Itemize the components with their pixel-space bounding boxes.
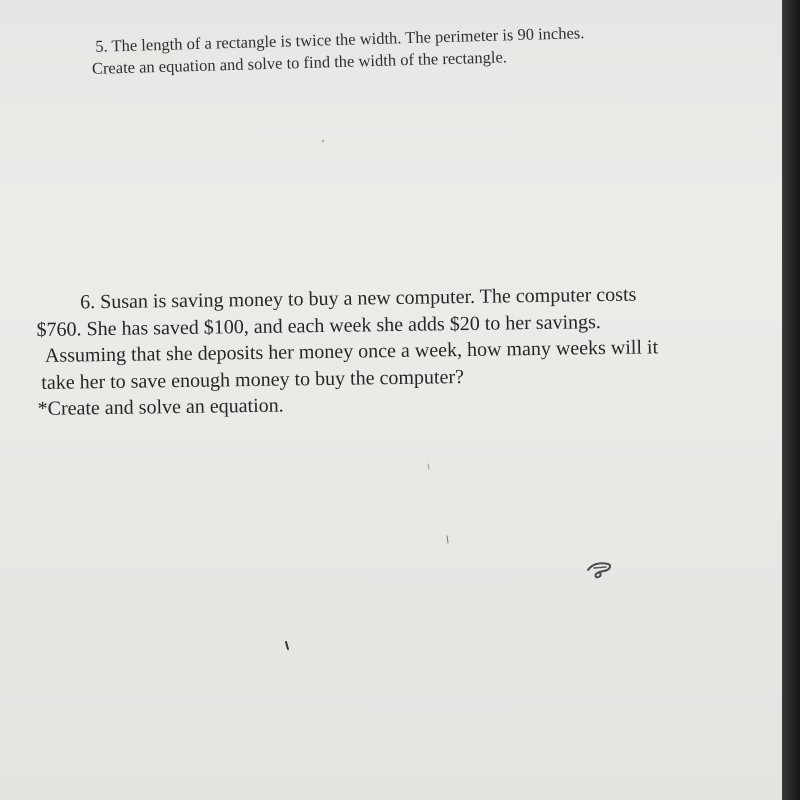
problem-6-line-4: take her to save enough money to buy the computer? <box>41 365 465 394</box>
problem-5-line-2: Create an equation and solve to find the width of the rectangle. <box>91 47 508 78</box>
problem-6-line-5: *Create and solve an equation. <box>37 394 284 420</box>
faint-mark <box>444 534 452 546</box>
faint-dot <box>320 138 326 144</box>
problem-6-line-1: 6. Susan is saving money to buy a new computer. The computer costs <box>80 283 637 314</box>
problem-6 <box>36 279 798 422</box>
faint-tick <box>426 462 432 472</box>
page-shadow-edge <box>782 0 800 800</box>
problem-5 <box>88 0 770 80</box>
problem-6-line-2: $760. She has saved $100, and each week she adds $20 to her savings. <box>36 310 601 341</box>
problem-5-line-1: 5. The length of a rectangle is twice the width. The perimeter is 90 inches. <box>95 23 585 56</box>
pencil-scribble-mark <box>584 556 616 580</box>
pencil-dash-mark <box>282 640 292 652</box>
problem-6-line-3: Assuming that she deposits her money once a week, how many weeks will it <box>44 336 659 367</box>
